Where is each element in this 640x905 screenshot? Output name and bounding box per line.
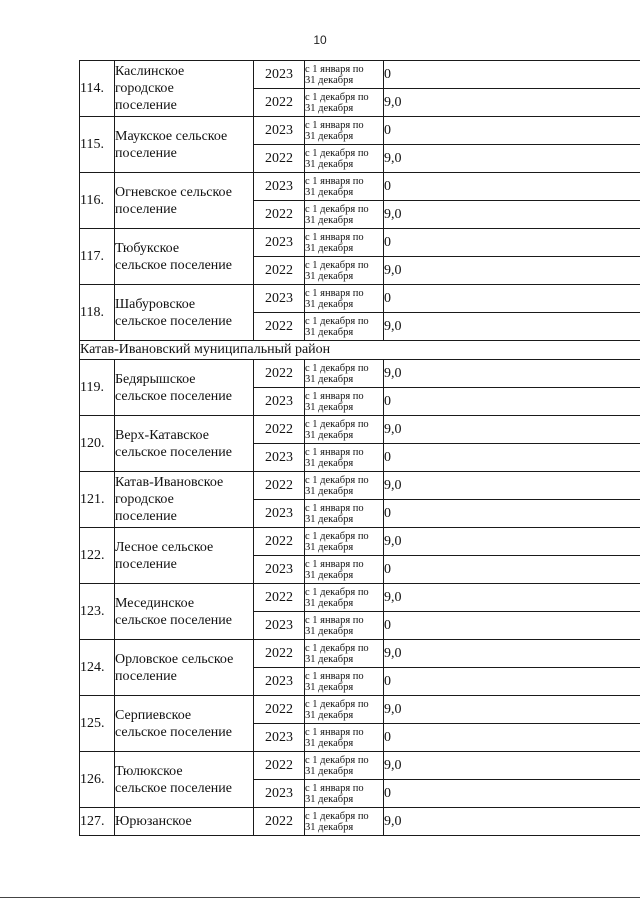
period-cell <box>305 808 384 836</box>
period-cell <box>305 117 384 145</box>
year-cell: 2022 <box>254 313 305 341</box>
value-cell: 9,0 <box>384 472 640 500</box>
value-cell: 0 <box>384 612 640 640</box>
value-cell: 9,0 <box>384 257 640 285</box>
period-line: 31 декабря <box>305 373 354 385</box>
year-cell: 2023 <box>254 229 305 257</box>
value-cell: 9,0 <box>384 808 640 836</box>
period-line: 31 декабря <box>305 513 354 525</box>
period-cell <box>305 640 384 668</box>
year-cell: 2023 <box>254 556 305 584</box>
period-line: 31 декабря <box>305 653 354 665</box>
settlement-name-line: Тюлюкское <box>115 763 183 779</box>
year-cell: 2023 <box>254 285 305 313</box>
table-row <box>80 117 640 145</box>
settlement-name-line: поселение <box>115 556 177 572</box>
period-line: с 1 декабря по <box>305 418 369 430</box>
value-cell: 0 <box>384 500 640 528</box>
period-line: 31 декабря <box>305 158 354 170</box>
period-line: 31 декабря <box>305 242 354 254</box>
year-cell: 2022 <box>254 416 305 444</box>
period-line: 31 декабря <box>305 186 354 198</box>
settlement-name <box>115 61 254 117</box>
value-cell: 0 <box>384 668 640 696</box>
year-cell: 2023 <box>254 500 305 528</box>
value-cell: 0 <box>384 388 640 416</box>
settlement-name-line: Юрюзанское <box>115 814 192 829</box>
settlement-name <box>115 229 254 285</box>
settlement-name-line: Катав-Ивановское <box>115 475 224 490</box>
settlement-name-line: Месединское <box>115 595 195 611</box>
period-line: 31 декабря <box>305 541 354 553</box>
value-cell: 9,0 <box>384 416 640 444</box>
row-number: 114. <box>80 61 115 117</box>
table-row <box>80 808 640 836</box>
table-row <box>80 173 640 201</box>
table-row <box>80 584 640 612</box>
year-cell: 2022 <box>254 360 305 388</box>
year-cell: 2022 <box>254 528 305 556</box>
value-cell: 9,0 <box>384 89 640 117</box>
table-section-before <box>80 61 640 341</box>
settlement-name <box>115 528 254 584</box>
settlement-name-line: Орловское сельское <box>115 651 234 667</box>
row-number: 118. <box>80 285 115 341</box>
period-line: с 1 декабря по <box>305 315 369 327</box>
period-line: 31 декабря <box>305 569 354 581</box>
period-cell <box>305 173 384 201</box>
period-cell <box>305 145 384 173</box>
settlement-name-line: поселение <box>115 201 177 217</box>
period-line: с 1 января по <box>305 782 364 794</box>
settlement-name <box>115 416 254 472</box>
settlement-name-line: поселение <box>115 509 177 524</box>
settlement-name-line: поселение <box>115 145 177 161</box>
period-line: с 1 января по <box>305 390 364 402</box>
year-cell: 2022 <box>254 257 305 285</box>
value-cell: 0 <box>384 285 640 313</box>
value-cell: 0 <box>384 229 640 257</box>
row-number: 116. <box>80 173 115 229</box>
year-cell: 2022 <box>254 472 305 500</box>
settlement-name-line: поселение <box>115 668 177 684</box>
settlement-name <box>115 808 254 836</box>
value-cell: 9,0 <box>384 145 640 173</box>
period-line: 31 декабря <box>305 298 354 310</box>
period-line: с 1 декабря по <box>305 586 369 598</box>
table-row <box>80 640 640 668</box>
year-cell: 2023 <box>254 61 305 89</box>
settlement-name-line: сельское поселение <box>115 444 232 460</box>
period-cell <box>305 61 384 89</box>
settlement-name-line: поселение <box>115 98 177 113</box>
district-row <box>80 341 640 360</box>
period-line: 31 декабря <box>305 214 354 226</box>
period-cell <box>305 528 384 556</box>
settlement-name-line: сельское поселение <box>115 388 232 404</box>
value-cell: 9,0 <box>384 528 640 556</box>
period-line: 31 декабря <box>305 625 354 637</box>
row-number: 115. <box>80 117 115 173</box>
value-cell: 9,0 <box>384 696 640 724</box>
period-line: 31 декабря <box>305 821 354 833</box>
period-cell <box>305 257 384 285</box>
period-line: 31 декабря <box>305 793 354 805</box>
year-cell: 2022 <box>254 145 305 173</box>
tariff-table <box>79 60 640 836</box>
settlement-name-line: городское <box>115 81 174 96</box>
year-cell: 2023 <box>254 612 305 640</box>
period-line: 31 декабря <box>305 681 354 693</box>
row-number: 124. <box>80 640 115 696</box>
table-row <box>80 61 640 89</box>
value-cell: 0 <box>384 117 640 145</box>
period-cell <box>305 500 384 528</box>
value-cell: 9,0 <box>384 313 640 341</box>
settlement-name-line: городское <box>115 492 174 507</box>
settlement-name-line: сельское поселение <box>115 612 232 628</box>
settlement-name-line: Лесное сельское <box>115 539 214 555</box>
period-line: 31 декабря <box>305 74 354 86</box>
value-cell: 0 <box>384 556 640 584</box>
period-line: с 1 декабря по <box>305 698 369 710</box>
table-row <box>80 285 640 313</box>
period-line: с 1 декабря по <box>305 91 369 103</box>
district-header: Катав-Ивановский муниципальный район <box>80 341 640 360</box>
period-cell <box>305 696 384 724</box>
year-cell: 2023 <box>254 780 305 808</box>
period-cell <box>305 584 384 612</box>
period-line: с 1 января по <box>305 446 364 458</box>
period-line: с 1 января по <box>305 175 364 187</box>
period-line: 31 декабря <box>305 270 354 282</box>
period-line: с 1 декабря по <box>305 754 369 766</box>
period-cell <box>305 780 384 808</box>
value-cell: 0 <box>384 173 640 201</box>
settlement-name-line: Серпиевское <box>115 707 192 723</box>
period-line: с 1 декабря по <box>305 259 369 271</box>
settlement-name <box>115 360 254 416</box>
period-line: 31 декабря <box>305 765 354 777</box>
period-cell <box>305 612 384 640</box>
year-cell: 2022 <box>254 640 305 668</box>
year-cell: 2022 <box>254 201 305 229</box>
settlement-name <box>115 752 254 808</box>
year-cell: 2023 <box>254 117 305 145</box>
period-line: 31 декабря <box>305 485 354 497</box>
period-line: с 1 января по <box>305 558 364 570</box>
period-cell <box>305 416 384 444</box>
period-line: 31 декабря <box>305 102 354 114</box>
year-cell: 2023 <box>254 388 305 416</box>
table-row <box>80 360 640 388</box>
period-line: с 1 января по <box>305 63 364 75</box>
period-cell <box>305 556 384 584</box>
period-cell <box>305 724 384 752</box>
period-line: с 1 января по <box>305 231 364 243</box>
period-line: 31 декабря <box>305 457 354 469</box>
table-row <box>80 472 640 500</box>
settlement-name-line: сельское поселение <box>115 313 232 329</box>
period-line: 31 декабря <box>305 326 354 338</box>
year-cell: 2022 <box>254 89 305 117</box>
table-row <box>80 229 640 257</box>
table-section-after <box>80 360 640 836</box>
period-line: с 1 января по <box>305 502 364 514</box>
period-cell <box>305 668 384 696</box>
period-cell <box>305 444 384 472</box>
value-cell: 0 <box>384 724 640 752</box>
year-cell: 2022 <box>254 696 305 724</box>
period-cell <box>305 472 384 500</box>
settlement-name-line: Бедярышское <box>115 371 196 387</box>
value-cell: 0 <box>384 61 640 89</box>
year-cell: 2023 <box>254 444 305 472</box>
table-row <box>80 752 640 780</box>
settlement-name <box>115 173 254 229</box>
year-cell: 2023 <box>254 173 305 201</box>
period-cell <box>305 360 384 388</box>
row-number: 123. <box>80 584 115 640</box>
value-cell: 9,0 <box>384 584 640 612</box>
period-line: с 1 декабря по <box>305 474 369 486</box>
row-number: 121. <box>80 472 115 528</box>
period-line: с 1 декабря по <box>305 810 369 822</box>
settlement-name-line: Каслинское <box>115 64 185 79</box>
year-cell: 2023 <box>254 724 305 752</box>
settlement-name <box>115 472 254 528</box>
settlement-name-line: Верх-Катавское <box>115 427 209 443</box>
row-number: 117. <box>80 229 115 285</box>
table-row <box>80 528 640 556</box>
period-line: с 1 января по <box>305 614 364 626</box>
period-cell <box>305 285 384 313</box>
period-line: с 1 декабря по <box>305 362 369 374</box>
settlement-name-line: Огневское сельское <box>115 184 232 200</box>
period-cell <box>305 388 384 416</box>
settlement-name <box>115 117 254 173</box>
year-cell: 2022 <box>254 752 305 780</box>
period-line: 31 декабря <box>305 597 354 609</box>
settlement-name-line: Тюбукское <box>115 240 180 256</box>
table-row <box>80 416 640 444</box>
settlement-name <box>115 584 254 640</box>
settlement-name-line: сельское поселение <box>115 257 232 273</box>
period-line: с 1 декабря по <box>305 530 369 542</box>
period-cell <box>305 201 384 229</box>
row-number: 126. <box>80 752 115 808</box>
period-cell <box>305 313 384 341</box>
value-cell: 9,0 <box>384 752 640 780</box>
table-row <box>80 696 640 724</box>
row-number: 125. <box>80 696 115 752</box>
settlement-name-line: сельское поселение <box>115 724 232 740</box>
bottom-rule <box>0 897 640 898</box>
settlement-name <box>115 696 254 752</box>
period-line: с 1 декабря по <box>305 642 369 654</box>
year-cell: 2022 <box>254 808 305 836</box>
settlement-name-line: Маукское сельское <box>115 128 228 144</box>
period-line: с 1 января по <box>305 119 364 131</box>
value-cell: 9,0 <box>384 201 640 229</box>
period-line: с 1 января по <box>305 726 364 738</box>
settlement-name <box>115 640 254 696</box>
table-section-district <box>80 341 640 360</box>
period-cell <box>305 89 384 117</box>
period-cell <box>305 229 384 257</box>
period-cell <box>305 752 384 780</box>
page-number: 10 <box>313 33 327 47</box>
period-line: 31 декабря <box>305 401 354 413</box>
period-line: с 1 декабря по <box>305 203 369 215</box>
row-number: 127. <box>80 808 115 836</box>
period-line: с 1 января по <box>305 287 364 299</box>
row-number: 119. <box>80 360 115 416</box>
year-cell: 2023 <box>254 668 305 696</box>
value-cell: 0 <box>384 444 640 472</box>
period-line: 31 декабря <box>305 130 354 142</box>
settlement-name-line: Шабуровское <box>115 296 196 312</box>
row-number: 120. <box>80 416 115 472</box>
value-cell: 9,0 <box>384 360 640 388</box>
period-line: 31 декабря <box>305 737 354 749</box>
settlement-name <box>115 285 254 341</box>
row-number: 122. <box>80 528 115 584</box>
period-line: 31 декабря <box>305 429 354 441</box>
year-cell: 2022 <box>254 584 305 612</box>
settlement-name-line: сельское поселение <box>115 780 232 796</box>
period-line: с 1 декабря по <box>305 147 369 159</box>
value-cell: 9,0 <box>384 640 640 668</box>
value-cell: 0 <box>384 780 640 808</box>
period-line: с 1 января по <box>305 670 364 682</box>
period-line: 31 декабря <box>305 709 354 721</box>
